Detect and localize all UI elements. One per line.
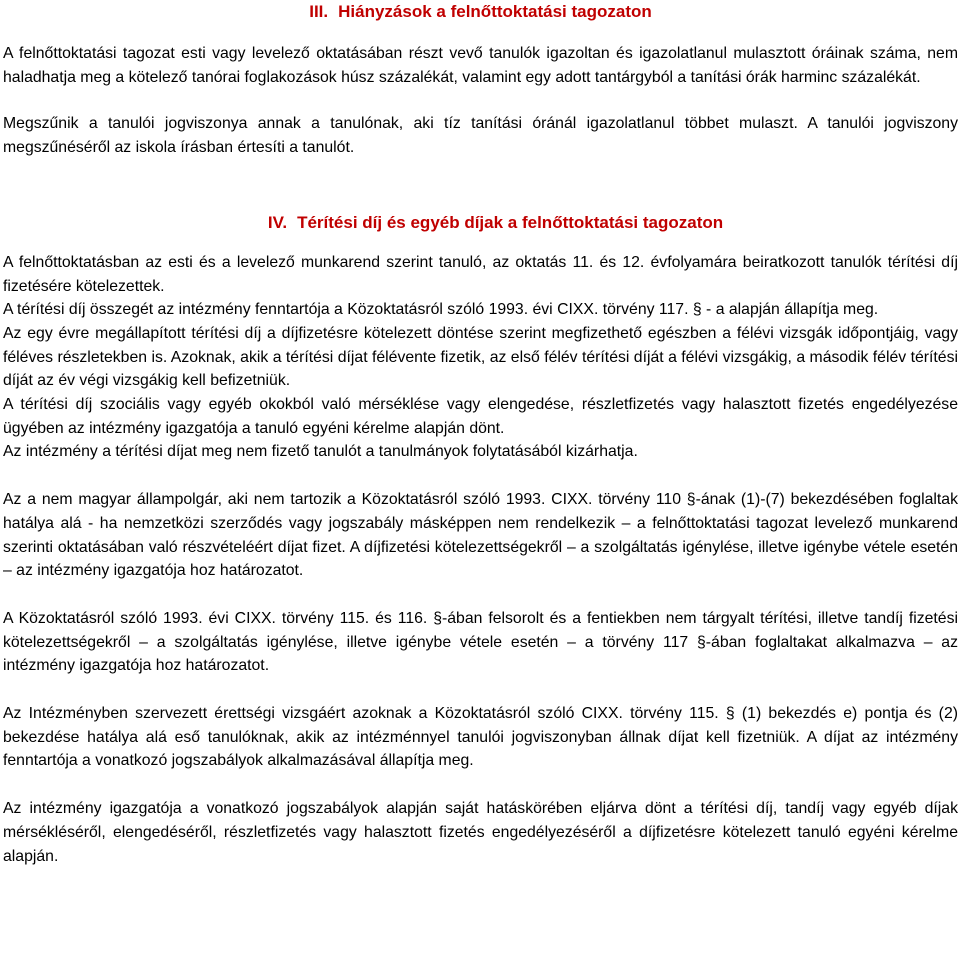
fee-obligation-paragraph: A felnőttoktatásban az esti és a levelező munkarend szerint tanuló, az oktatás 11. és 12. évfolyamára beiratkozott tanulók térítési díj fizetésére kötelezettek. — [3, 253, 958, 295]
section-iii-number: III. — [309, 2, 329, 21]
section-iv-heading — [3, 211, 958, 235]
absence-limit-paragraph: A felnőttoktatási tagozat esti vagy levelező oktatásában részt vevő tanulók igazoltan és igazolatlanul mulasztott óráinak száma, nem haladhatja meg a kötelező tanórai foglakozások húsz százalékát, valamint egy adott tantárgyból a tanítási órák harminc százalékát. — [3, 45, 958, 86]
director-decision-paragraph: Az intézmény igazgatója a vonatkozó jogszabályok alapján saját hatáskörében eljárva dönt a térítési díj, tandíj vagy egyéb díjak mérsékléséről, elengedéséről, részletfizetés vagy halasztott fizetés engedélyezéséről a díjfizetésre kötelezett tanuló egyéni kérelme alapján. — [3, 800, 958, 865]
fee-reduction-paragraph: A térítési díj szociális vagy egyéb okokból való mérséklése vagy elengedése, részletfizetés vagy halasztott fizetés engedélyezése ügyében az intézmény igazgatója a tanuló egyéni kérelme alapján dönt. — [3, 396, 958, 437]
section-iii-title: Hiányzások a felnőttoktatási tagozaton — [338, 2, 652, 21]
section-iv-number: IV. — [267, 212, 288, 232]
foreign-citizen-paragraph: Az a nem magyar állampolgár, aki nem tartozik a Közoktatásról szóló 1993. CIXX. törvény 110 §-ának (1)-(7) bekezdésében foglaltak hatálya alá - ha nemzetközi szerződés vagy jogszabály másképpen nem rendelkezik – a felnőttoktatási tagozat levelező munkarend szerinti oktatásában való részvételéért díjat fizet. A díjfizetési kötelezettségekről – a szolgáltatás igénylése, illetve igénybe vétele esetén – az intézmény igazgatója hoz határozatot. — [3, 491, 958, 580]
document-page — [3, 0, 958, 868]
fee-payment-paragraph: Az egy évre megállapított térítési díj a díjfizetésre kötelezett döntése szerint megfizethető egészben a félévi vizsgák időpontjáig, vagy féléves részletekben is. Azoknak, akik a térítési díjat félévente fizetik, az első félév térítési díját a félévi vizsgákig, a második félév térítési díját az év végi vizsgákig kell befizetniük. — [3, 324, 958, 390]
section-iv-title: Térítési díj és egyéb díjak a felnőttoktatási tagozaton — [297, 212, 724, 232]
section-iii-heading — [3, 0, 958, 24]
fee-amount-paragraph: A térítési díj összegét az intézmény fenntartója a Közoktatásról szóló 1993. évi CIXX. törvény 117. § - a alapján állapítja meg. — [3, 301, 879, 319]
fee-exclusion-paragraph: Az intézmény a térítési díjat meg nem fizető tanulót a tanulmányok folytatásából kizárhatja. — [3, 443, 638, 461]
exam-fee-paragraph: Az Intézményben szervezett érettségi vizsgáért azoknak a Közoktatásról szóló CIXX. törvény 115. § (1) bekezdés e) pontja és (2) bekezdése hatálya alá eső tanulóknak, akik az intézménnyel tanulói jogviszonyban állnak díjat kell fizetniük. A díjat az intézmény fenntartója a vonatkozó jogszabályok alkalmazásával állapítja meg. — [3, 705, 958, 770]
other-fees-paragraph: A Közoktatásról szóló 1993. évi CIXX. törvény 115. és 116. §-ában felsorolt és a fentiekben nem tárgyalt térítési, illetve tandíj fizetési kötelezettségekről – a szolgáltatás igénylése, illetve igénybe vétele esetén – a törvény 117 §-ában foglaltakat alkalmazva – az intézmény igazgatója hoz határozatot. — [3, 609, 958, 675]
termination-paragraph: Megszűnik a tanulói jogviszonya annak a tanulónak, aki tíz tanítási óránál igazolatlanul többet mulaszt. A tanulói jogviszony megszűnéséről az iskola írásban értesíti a tanulót. — [3, 115, 958, 157]
